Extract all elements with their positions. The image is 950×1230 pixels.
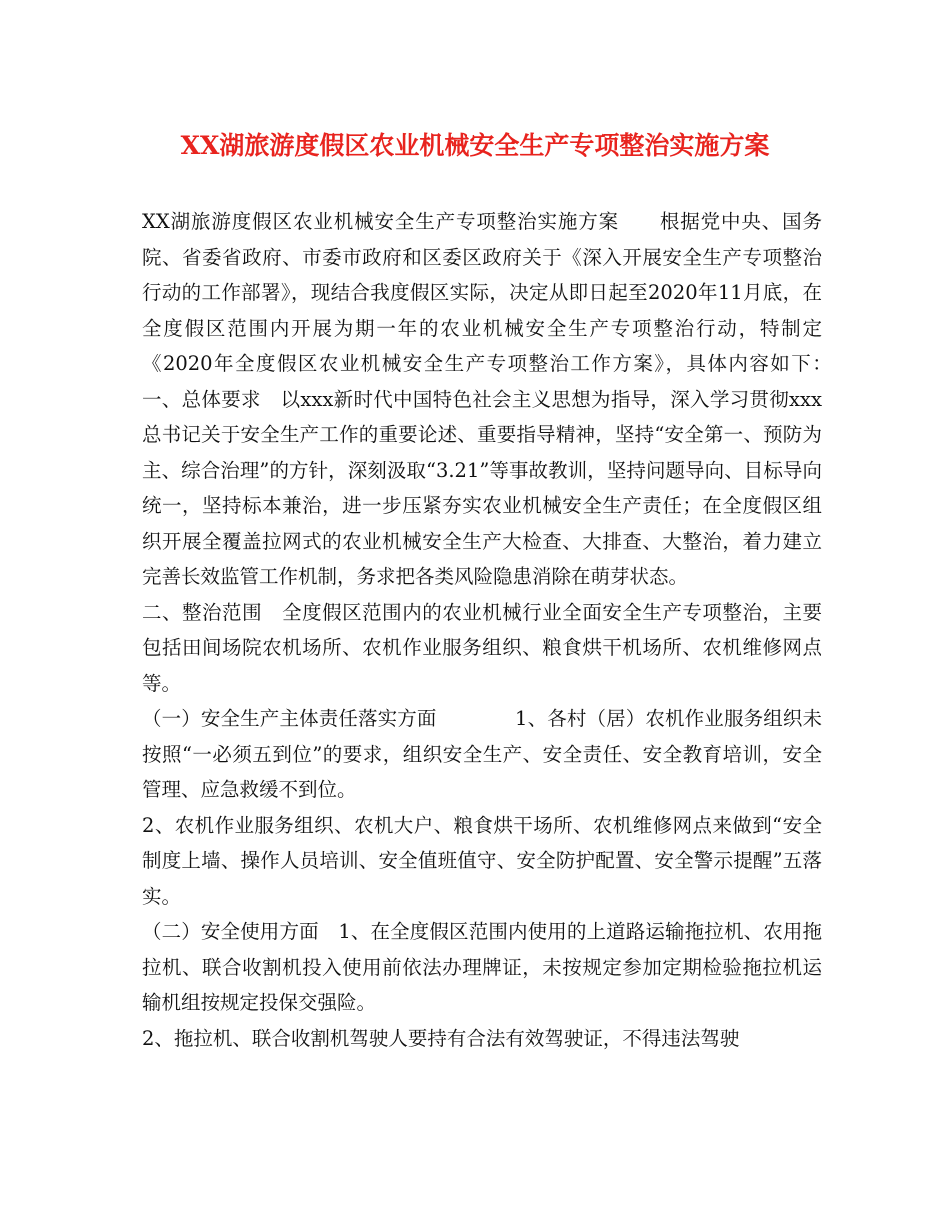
paragraph-scope: 二、整治范围 全度假区范围内的农业机械行业全面安全生产专项整治，主要包括田间场院农机场所、农机作业服务组织、粮食烘干机场所、农机维修网点等。: [142, 600, 822, 695]
paragraph-responsibility: （一）安全生产主体责任落实方面 1、各村（居）农机作业服务组织未按照“一必须五到位”的要求，组织安全生产、安全责任、安全教育培训，安全管理、应急救缓不到位。: [142, 707, 822, 801]
paragraph-five-implementations: 2、农机作业服务组织、农机大户、粮食烘干场所、农机维修网点来做到“安全制度上墙、操作人员培训、安全值班值守、安全防护配置、安全警示提醒”五落实。: [142, 813, 822, 908]
paragraph-safe-use: （二）安全使用方面 1、在全度假区范围内使用的上道路运输拖拉机、农用拖拉机、联合收割机投入使用前依法办理牌证，未按规定参加定期检验拖拉机运输机组按规定投保交强险。: [142, 920, 822, 1014]
document-body: [142, 204, 842, 1056]
paragraph-intro: XX湖旅游度假区农业机械安全生产专项整治实施方案 根据党中央、国务院、省委省政府、市委市政府和区委区政府关于《深入开展安全生产专项整治行动的工作部署》，现结合我度假区实际，决定从即日起至2020年11月底，在全度假区范围内开展为期一年的农业机械安全生产专项整治行动，特制定《2020年全度假区农业机械安全生产专项整治工作方案》，具体内容如下： 一、总体要求 以xxx新时代中国特色社会主义思想为指导，深入学习贯彻xxx总书记关于安全生产工作的重要论述、重要指导精神，坚持“安全第一、预防为主、综合治理”的方针，深刻汲取“3.21”等事故教训，坚持问题导向、目标导向统一，坚持标本兼治，进一步压紧夯实农业机械安全生产责任；在全度假区组织开展全覆盖拉网式的农业机械安全生产大检查、大排查、大整治，着力建立完善长效监管工作机制，务求把各类风险隐患消除在萌芽状态。: [142, 210, 842, 588]
document-title: XX湖旅游度假区农业机械安全生产专项整治实施方案: [180, 131, 770, 160]
paragraph-driver-license: 2、拖拉机、联合收割机驾驶人要持有合法有效驾驶证，不得违法驾驶: [142, 1026, 740, 1050]
